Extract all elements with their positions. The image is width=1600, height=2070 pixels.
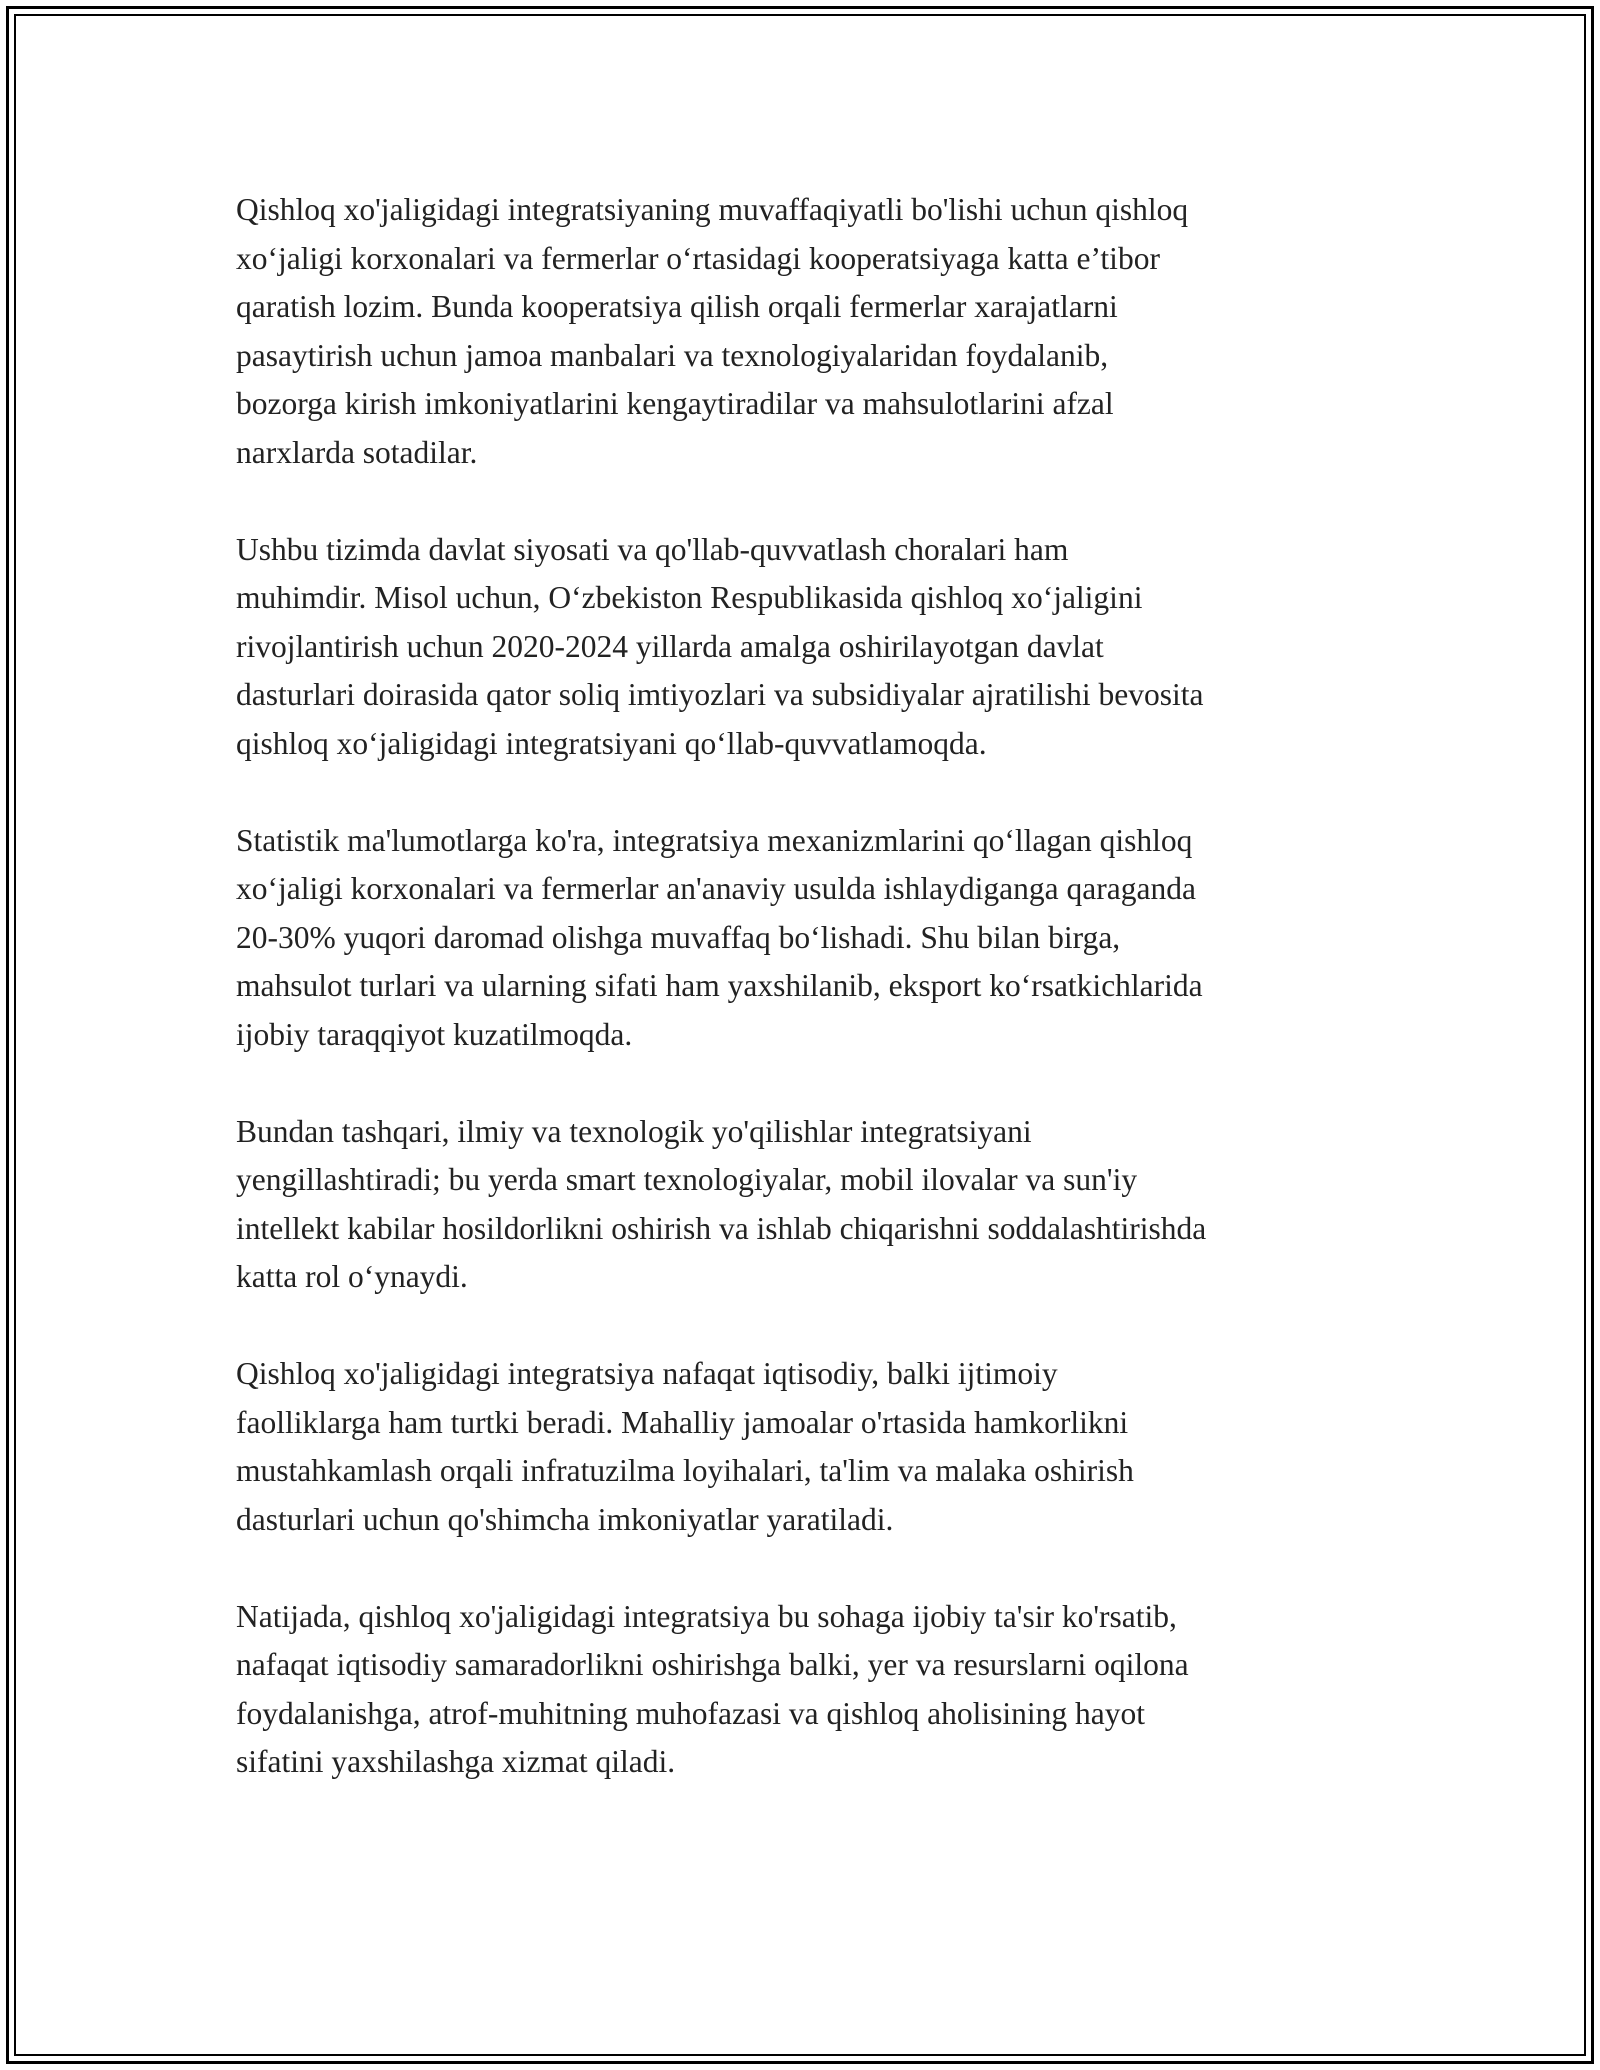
text-line: mahsulot turlari va ularning sifati ham yaxshilanib, eksport ko‘rsatkichlarida (236, 968, 1203, 1003)
text-line: intellekt kabilar hosildorlikni oshirish va ishlab chiqarishni soddalashtirishda (236, 1210, 1207, 1246)
text-line: Ushbu tizimda davlat siyosati va qo'llab-quvvatlash choralari ham (236, 531, 1069, 567)
text-line: Statistik ma'lumotlarga ko'ra, integratsiya mexanizmlarini qo‘llagan qishloq (236, 822, 1193, 858)
text-line: katta rol o‘ynaydi. (236, 1259, 468, 1294)
text-line: Qishloq xo'jaligidagi integratsiya nafaqat iqtisodiy, balki ijtimoiy (236, 1356, 1058, 1391)
text-line: pasaytirish uchun jamoa manbalari va texnologiyalaridan foydalanib, (236, 337, 1109, 373)
text-line: rivojlantirish uchun 2020-2024 yillarda amalga oshirilayotgan davlat (236, 628, 1104, 664)
text-line: mustahkamlash orqali infratuzilma loyihalari, ta'lim va malaka oshirish (236, 1453, 1134, 1488)
paragraph-5 (236, 1350, 1396, 1544)
text-line: muhimdir. Misol uchun, O‘zbekiston Respublikasida qishloq xo‘jaligini (236, 580, 1143, 615)
text-line: ijobiy taraqqiyot kuzatilmoqda. (236, 1016, 633, 1052)
text-line: qishloq xo‘jaligidagi integratsiyani qo‘llab-quvvatlamoqda. (236, 725, 987, 761)
document-body (236, 186, 1396, 1835)
paragraph-6 (236, 1593, 1396, 1787)
text-line: sifatini yaxshilashga xizmat qiladi. (236, 1744, 676, 1779)
text-line: xo‘jaligi korxonalari va fermerlar an'anaviy usulda ishlaydiganga qaraganda (236, 871, 1196, 906)
paragraph-1 (236, 186, 1396, 477)
text-line: yengillashtiradi; bu yerda smart texnologiyalar, mobil ilovalar va sun'iy (236, 1162, 1138, 1197)
text-line: qaratish lozim. Bunda kooperatsiya qilish orqali fermerlar xarajatlarni (236, 289, 1118, 324)
paragraph-4 (236, 1108, 1396, 1302)
text-line: Qishloq xo'jaligidagi integratsiyaning muvaffaqiyatli bo'lishi uchun qishloq (236, 192, 1189, 227)
text-line: faolliklarga ham turtki beradi. Mahalliy jamoalar o'rtasida hamkorlikni (236, 1404, 1129, 1440)
text-line: narxlarda sotadilar. (236, 434, 478, 470)
text-line: 20-30% yuqori daromad olishga muvaffaq bo‘lishadi. Shu bilan birga, (236, 919, 1121, 955)
paragraph-3 (236, 817, 1396, 1060)
text-line: nafaqat iqtisodiy samaradorlikni oshirishga balki, yer va resurslarni oqilona (236, 1647, 1189, 1682)
text-line: xo‘jaligi korxonalari va fermerlar o‘rtasidagi kooperatsiyaga katta e’tibor (236, 240, 1160, 276)
text-line: Bundan tashqari, ilmiy va texnologik yo'qilishlar integratsiyani (236, 1113, 1032, 1149)
text-line: foydalanishga, atrof-muhitning muhofazasi va qishloq aholisining hayot (236, 1695, 1145, 1731)
paragraph-2 (236, 526, 1396, 769)
text-line: bozorga kirish imkoniyatlarini kengaytiradilar va mahsulotlarini afzal (236, 386, 1114, 421)
text-line: Natijada, qishloq xo'jaligidagi integratsiya bu sohaga ijobiy ta'sir ko'rsatib, (236, 1598, 1177, 1634)
text-line: dasturlari uchun qo'shimcha imkoniyatlar yaratiladi. (236, 1501, 894, 1537)
text-line: dasturlari doirasida qator soliq imtiyozlari va subsidiyalar ajratilishi bevosita (236, 677, 1204, 712)
